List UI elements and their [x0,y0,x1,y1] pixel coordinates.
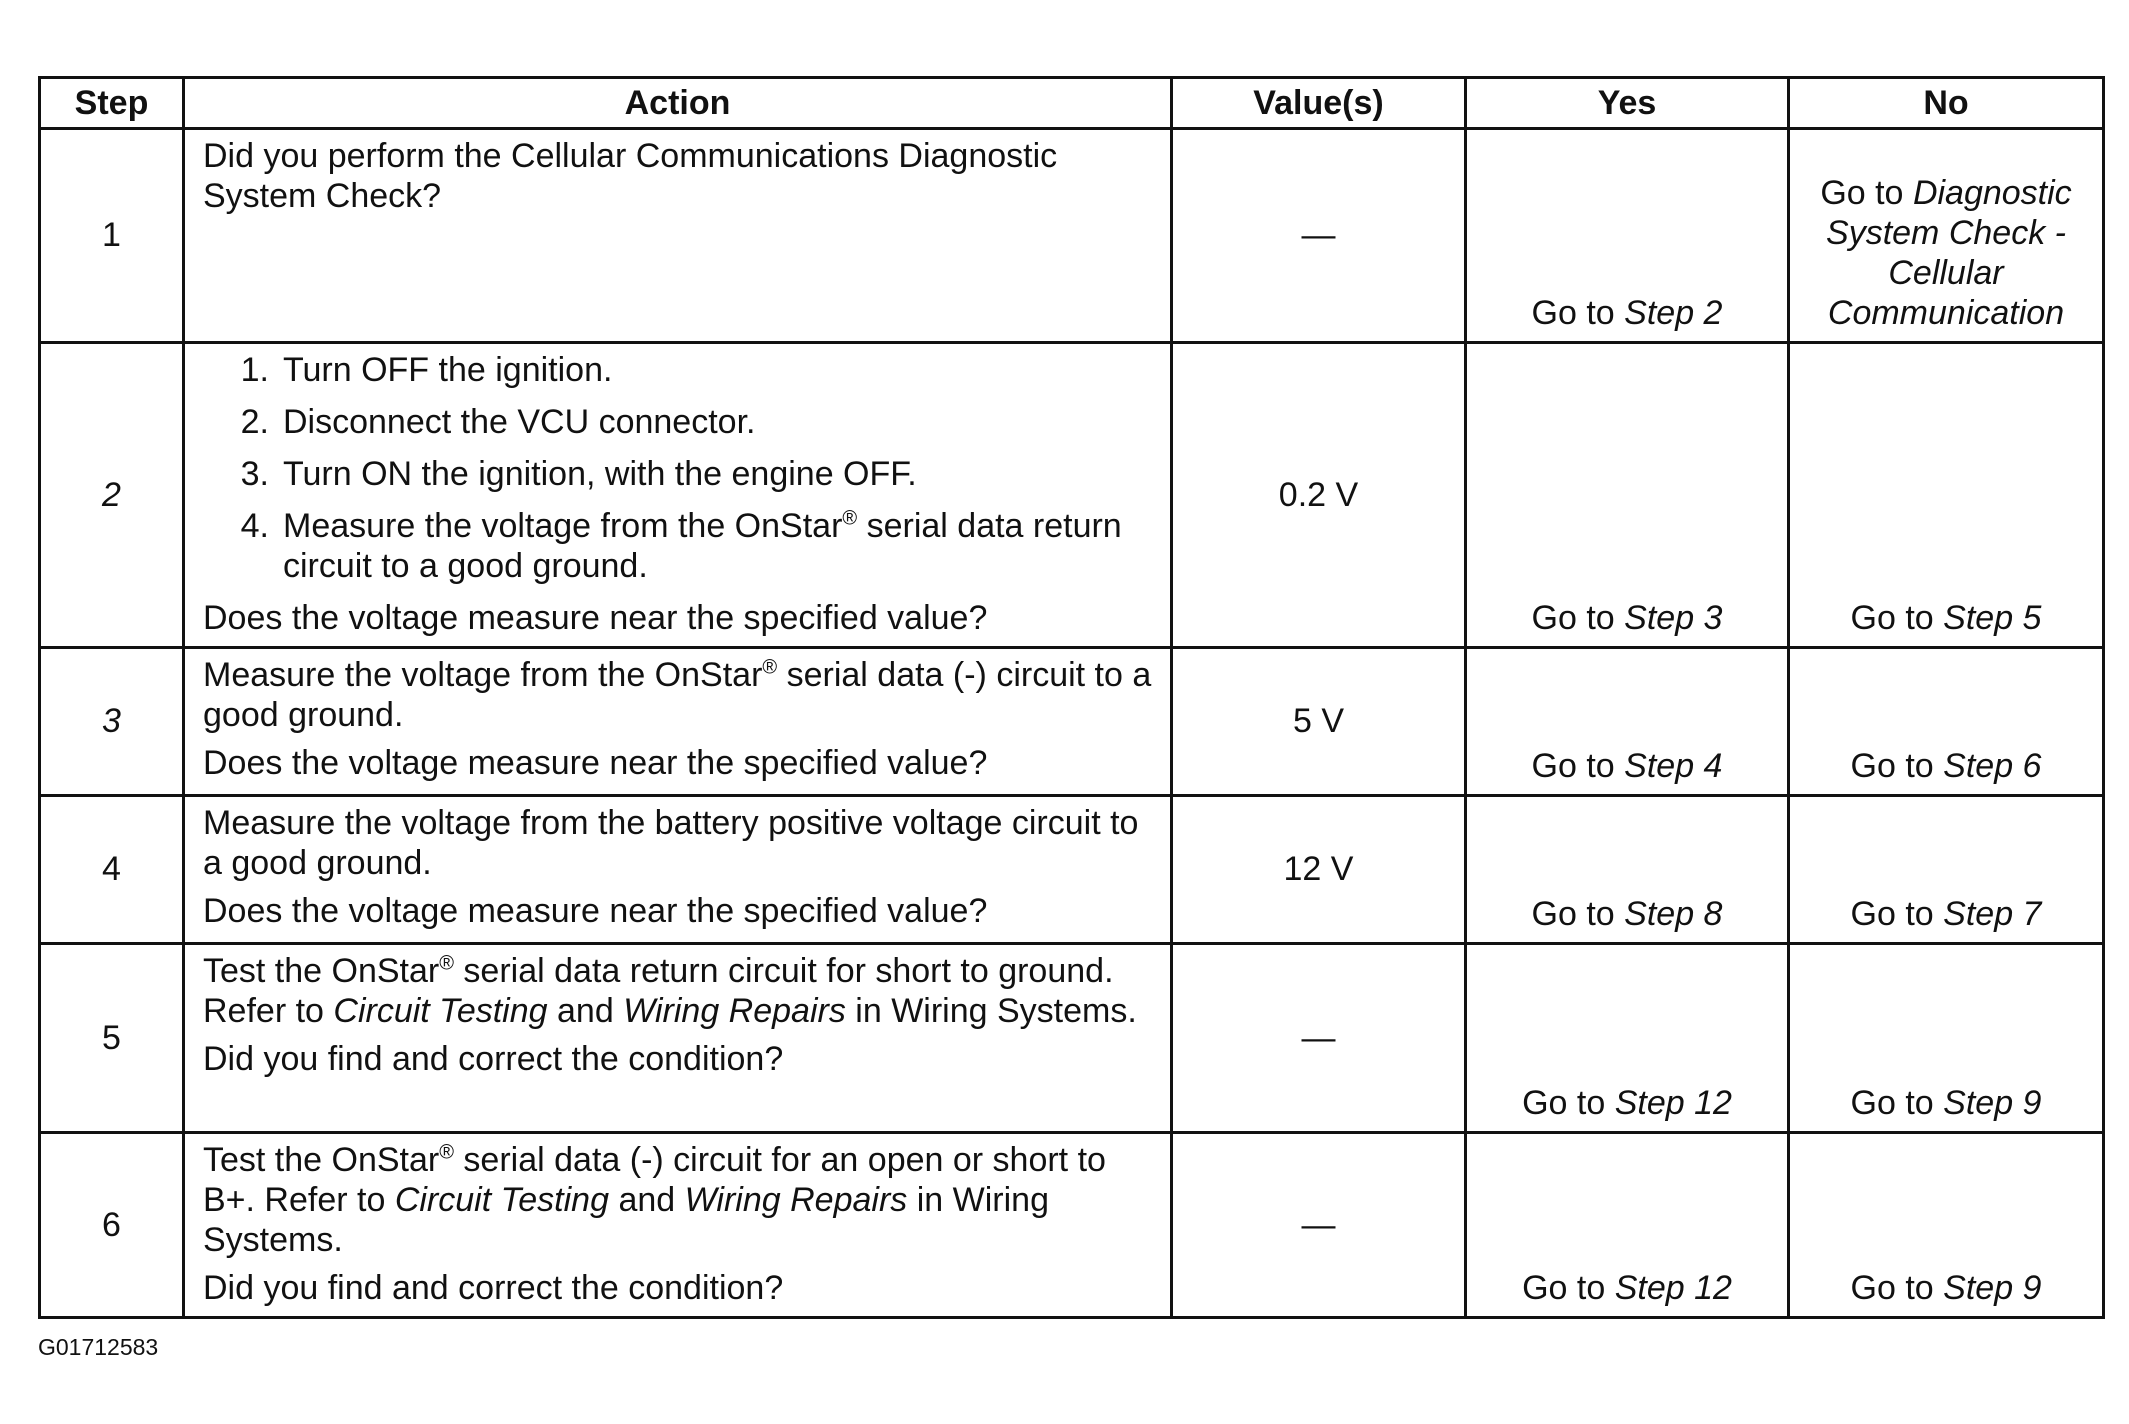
no-cell [1789,796,2104,944]
action-question: Did you find and correct the condition? [203,1269,784,1307]
no-prefix: Go to [1820,174,1904,212]
table-row [40,343,2104,648]
circuit-testing-link[interactable]: Circuit Testing [394,1181,609,1219]
action-text: Measure the voltage from the OnStar® serial data (-) circuit to a good ground. [203,656,1152,734]
action-question: Does the voltage measure near the specified value? [203,599,988,637]
action-cell [184,944,1172,1133]
registered-mark: ® [439,952,454,975]
header-yes: Yes [1466,78,1789,129]
action-cell [184,129,1172,343]
yes-cell [1466,129,1789,343]
yes-cell [1466,1133,1789,1318]
yes-link[interactable]: Step 12 [1614,1084,1732,1122]
no-cell [1789,648,2104,796]
value-cell: — [1172,129,1466,343]
action-cell [184,648,1172,796]
table-row [40,1133,2104,1318]
registered-mark: ® [842,507,858,530]
no-cell [1789,129,2104,343]
substep: 1. Turn OFF the ignition. [240,351,613,389]
value-cell: — [1172,944,1466,1133]
figure-id: G01712583 [38,1334,159,1360]
yes-prefix: Go to [1531,747,1615,785]
no-prefix: Go to [1850,747,1934,785]
step-number: 1 [40,129,184,343]
yes-link[interactable]: Step 12 [1614,1269,1732,1307]
table-row [40,129,2104,343]
yes-link[interactable]: Step 3 [1624,599,1723,637]
no-link[interactable]: Step 9 [1943,1084,2042,1122]
no-link[interactable]: Step 9 [1943,1269,2042,1307]
registered-mark: ® [762,656,778,679]
yes-link[interactable]: Step 4 [1624,747,1723,785]
step-number: 5 [40,944,184,1133]
step-number: 4 [40,796,184,944]
yes-link[interactable]: Step 8 [1624,895,1723,933]
header-no: No [1789,78,2104,129]
no-link[interactable]: Diagnostic System Check - Cellular Communication [1826,174,2072,332]
value-cell: 5 V [1172,648,1466,796]
yes-cell [1466,343,1789,648]
substep: 2. Disconnect the VCU connector. [240,403,756,441]
yes-prefix: Go to [1522,1269,1606,1307]
action-text: Measure the voltage from the battery positive voltage circuit to a good ground. [203,804,1139,882]
step-number: 2 [40,343,184,648]
substep: 3. Turn ON the ignition, with the engine OFF. [240,455,917,493]
no-link[interactable]: Step 7 [1943,895,2042,933]
yes-link[interactable]: Step 2 [1624,294,1723,332]
yes-prefix: Go to [1531,294,1615,332]
table-row [40,648,2104,796]
registered-mark: ® [439,1141,454,1164]
yes-prefix: Go to [1522,1084,1606,1122]
no-prefix: Go to [1850,1084,1934,1122]
action-cell [184,1133,1172,1318]
header-row [40,78,2104,129]
no-prefix: Go to [1850,599,1934,637]
no-prefix: Go to [1850,895,1934,933]
yes-cell [1466,648,1789,796]
no-link[interactable]: Step 6 [1943,747,2042,785]
action-question: Does the voltage measure near the specified value? [203,744,988,782]
value-cell: — [1172,1133,1466,1318]
value-cell: 0.2 V [1172,343,1466,648]
wiring-repairs-link[interactable]: Wiring Repairs [684,1181,908,1219]
action-cell [184,343,1172,648]
yes-prefix: Go to [1531,895,1615,933]
substep-list [203,350,1156,586]
no-cell [1789,343,2104,648]
wiring-repairs-link[interactable]: Wiring Repairs [623,992,846,1030]
substep: 4. Measure the voltage from the OnStar® serial data return circuit to a good ground. [240,507,1122,585]
table-row [40,796,2104,944]
no-cell [1789,944,2104,1133]
no-cell [1789,1133,2104,1318]
circuit-testing-link[interactable]: Circuit Testing [333,992,548,1030]
no-link[interactable]: Step 5 [1943,599,2042,637]
yes-cell [1466,944,1789,1133]
action-cell [184,796,1172,944]
action-text: Test the OnStar® serial data return circuit for short to ground. Refer to Circuit Testing and Wiring Repairs in Wiring Systems. [203,952,1137,1030]
step-number: 3 [40,648,184,796]
step-number: 6 [40,1133,184,1318]
yes-prefix: Go to [1531,599,1615,637]
header-step: Step [40,78,184,129]
no-prefix: Go to [1850,1269,1934,1307]
header-action: Action [184,78,1172,129]
diagnostic-table [38,76,2105,1319]
action-text: Did you perform the Cellular Communications Diagnostic System Check? [203,137,1058,215]
header-values: Value(s) [1172,78,1466,129]
yes-cell [1466,796,1789,944]
table-row [40,944,2104,1133]
action-text: Test the OnStar® serial data (-) circuit for an open or short to B+. Refer to Circuit Testing and Wiring Repairs in Wiring Systems. [203,1141,1106,1259]
value-cell: 12 V [1172,796,1466,944]
action-question: Does the voltage measure near the specified value? [203,892,988,930]
action-question: Did you find and correct the condition? [203,1040,784,1078]
